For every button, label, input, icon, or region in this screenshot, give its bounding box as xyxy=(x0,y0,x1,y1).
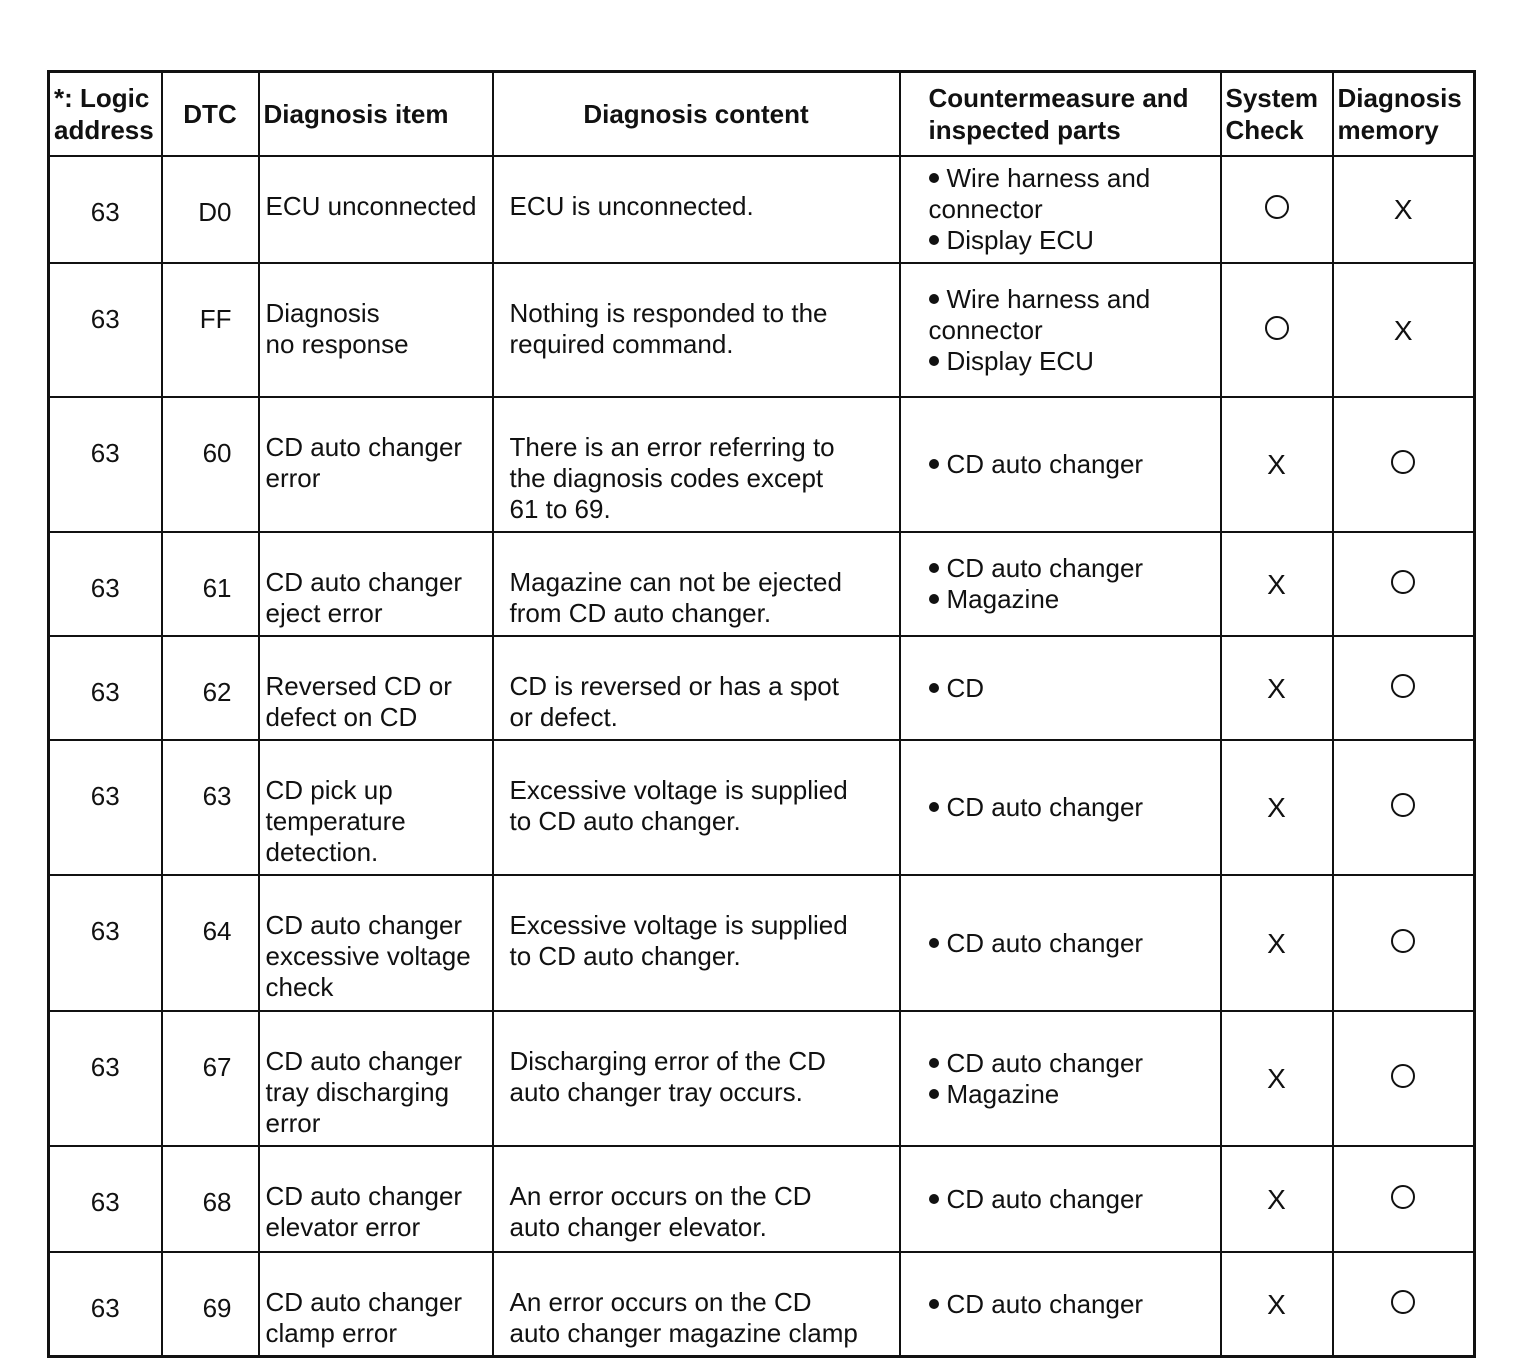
diagnosis-content-cell-text: Nothing is responded to the required command. xyxy=(509,298,828,359)
header-diagnosis-memory: Diagnosis memory xyxy=(1333,72,1475,157)
diagnosis-item-cell xyxy=(259,636,493,740)
countermeasure-item xyxy=(929,792,1214,823)
system-check-cell xyxy=(1221,397,1333,532)
bullet-icon xyxy=(929,938,939,948)
countermeasure-text: CD auto changer xyxy=(946,449,1144,479)
diagnosis-content-cell-text: ECU is unconnected. xyxy=(509,191,754,221)
diagnosis-item-cell xyxy=(259,1011,493,1146)
diagnosis-content-cell xyxy=(493,1252,900,1357)
bullet-icon xyxy=(929,1089,939,1099)
x-mark: X xyxy=(1267,672,1286,704)
header-diagnosis-content: Diagnosis content xyxy=(493,72,900,157)
header-dtc: DTC xyxy=(162,72,259,157)
countermeasure-text: CD auto changer xyxy=(946,1183,1144,1214)
x-mark: X xyxy=(1267,792,1286,823)
diagnosis-content-cell xyxy=(493,740,900,875)
diagnosis-memory-cell xyxy=(1333,1146,1475,1252)
logic-address-cell xyxy=(49,156,162,263)
table-row xyxy=(49,875,1475,1011)
diagnosis-item-cell xyxy=(259,1252,493,1357)
countermeasure-cell xyxy=(900,263,1221,397)
logic-address-cell-text: 63 xyxy=(90,573,120,603)
bullet-icon xyxy=(929,683,939,693)
x-mark: X xyxy=(1267,1183,1286,1215)
table-row xyxy=(49,740,1475,875)
table-row xyxy=(49,1011,1475,1146)
bullet-icon xyxy=(929,459,939,469)
logic-address-cell xyxy=(49,740,162,875)
countermeasure-text: CD xyxy=(946,672,985,703)
circle-mark-icon xyxy=(1391,674,1415,698)
diagnosis-memory-cell xyxy=(1333,875,1475,1011)
logic-address-cell-text: 63 xyxy=(90,677,120,707)
countermeasure-item xyxy=(929,1289,1214,1320)
system-check-cell xyxy=(1221,1252,1333,1357)
dtc-cell-text: 67 xyxy=(202,1052,232,1082)
diagnosis-item-cell-text: CD pick up temperature detection. xyxy=(265,775,406,867)
logic-address-cell xyxy=(49,397,162,532)
diagnosis-content-cell-text: Excessive voltage is supplied to CD auto changer. xyxy=(509,910,848,971)
table-row xyxy=(49,263,1475,397)
dtc-cell-text: D0 xyxy=(198,197,232,227)
table-row xyxy=(49,1252,1475,1357)
diagnosis-item-cell xyxy=(259,156,493,263)
diagnosis-memory-cell xyxy=(1333,740,1475,875)
diagnosis-content-cell-text: Discharging error of the CD auto changer tray occurs. xyxy=(509,1046,826,1107)
logic-address-cell-text: 63 xyxy=(90,304,120,334)
diagnosis-item-cell-text: CD auto changer elevator error xyxy=(265,1181,463,1242)
table-row xyxy=(49,532,1475,636)
countermeasure-cell xyxy=(900,1011,1221,1146)
diagnosis-content-cell xyxy=(493,636,900,740)
logic-address-cell-text: 63 xyxy=(90,197,120,227)
system-check-cell xyxy=(1221,1146,1333,1252)
system-check-cell xyxy=(1221,1011,1333,1146)
circle-mark-icon xyxy=(1391,1064,1415,1088)
logic-address-cell xyxy=(49,636,162,740)
countermeasure-text: CD auto changer xyxy=(946,553,1144,583)
logic-address-cell-text: 63 xyxy=(90,916,120,946)
diagnosis-memory-cell xyxy=(1333,397,1475,532)
x-mark: X xyxy=(1267,568,1286,600)
countermeasure-item xyxy=(929,163,1214,225)
circle-mark-icon xyxy=(1391,1290,1415,1314)
bullet-icon xyxy=(929,235,939,245)
diagnosis-content-cell-text: CD is reversed or has a spot or defect. xyxy=(509,671,839,732)
logic-address-cell-text: 63 xyxy=(90,1187,120,1217)
dtc-cell-text: 69 xyxy=(202,1293,232,1323)
diagnosis-content-cell-text: There is an error referring to the diagnosis codes except 61 to 69. xyxy=(509,432,835,524)
countermeasure-text: Display ECU xyxy=(946,345,1094,376)
bullet-icon xyxy=(929,1058,939,1068)
countermeasure-text: CD auto changer xyxy=(946,792,1144,822)
circle-mark-icon xyxy=(1391,1185,1415,1209)
countermeasure-item xyxy=(929,284,1214,346)
diagnosis-content-cell xyxy=(493,156,900,263)
diagnosis-item-cell-text: CD auto changer excessive voltage check xyxy=(265,910,471,1002)
countermeasure-item xyxy=(929,225,1214,256)
diagnosis-item-cell-text: CD auto changer tray discharging error xyxy=(265,1046,463,1138)
circle-mark-icon xyxy=(1391,450,1415,474)
diagnosis-content-cell xyxy=(493,263,900,397)
header-logic-address: *: Logic address xyxy=(49,72,162,157)
logic-address-cell xyxy=(49,1146,162,1252)
table-row xyxy=(49,1146,1475,1252)
countermeasure-item xyxy=(929,1079,1214,1110)
countermeasure-item xyxy=(929,1048,1214,1079)
diagnosis-memory-cell xyxy=(1333,1011,1475,1146)
system-check-cell xyxy=(1221,875,1333,1011)
countermeasure-text: Magazine xyxy=(946,1078,1060,1109)
table-row xyxy=(49,636,1475,740)
header-countermeasure: Countermeasure and inspected parts xyxy=(900,72,1221,157)
diagnosis-memory-cell xyxy=(1333,1252,1475,1357)
diagnosis-content-cell xyxy=(493,875,900,1011)
countermeasure-text: CD auto changer xyxy=(946,927,1144,958)
bullet-icon xyxy=(929,294,939,304)
countermeasure-text: Magazine xyxy=(946,584,1060,614)
dtc-cell-text: FF xyxy=(199,304,232,334)
logic-address-cell xyxy=(49,532,162,636)
diagnosis-content-cell-text: Magazine can not be ejected from CD auto changer. xyxy=(509,567,842,628)
header-diagnosis-item: Diagnosis item xyxy=(259,72,493,157)
circle-mark-icon xyxy=(1265,195,1289,219)
circle-mark-icon xyxy=(1391,570,1415,594)
countermeasure-item xyxy=(929,928,1214,959)
system-check-cell xyxy=(1221,263,1333,397)
diagnosis-memory-cell xyxy=(1333,263,1475,397)
countermeasure-cell xyxy=(900,875,1221,1011)
diagnosis-item-cell xyxy=(259,263,493,397)
countermeasure-cell xyxy=(900,1146,1221,1252)
dtc-cell-text: 62 xyxy=(202,677,232,707)
logic-address-cell xyxy=(49,263,162,397)
system-check-cell xyxy=(1221,740,1333,875)
bullet-icon xyxy=(929,173,939,183)
diagnosis-memory-cell xyxy=(1333,156,1475,263)
countermeasure-cell xyxy=(900,636,1221,740)
system-check-cell xyxy=(1221,156,1333,263)
dtc-cell xyxy=(162,740,259,875)
countermeasure-text: CD auto changer xyxy=(946,1047,1144,1078)
diagnosis-item-cell xyxy=(259,1146,493,1252)
diagnosis-item-cell-text: CD auto changer clamp error xyxy=(265,1287,463,1348)
x-mark: X xyxy=(1267,1288,1286,1320)
dtc-table xyxy=(47,70,1476,1358)
dtc-cell-text: 64 xyxy=(202,916,232,946)
dtc-cell xyxy=(162,397,259,532)
dtc-cell xyxy=(162,263,259,397)
dtc-cell xyxy=(162,532,259,636)
countermeasure-text: CD auto changer xyxy=(946,1288,1144,1319)
table-body xyxy=(49,156,1475,1357)
dtc-cell xyxy=(162,1146,259,1252)
dtc-cell-text: 63 xyxy=(202,781,232,811)
circle-mark-icon xyxy=(1391,793,1415,817)
diagnosis-item-cell-text: Diagnosis no response xyxy=(265,298,409,359)
dtc-cell xyxy=(162,156,259,263)
countermeasure-item xyxy=(929,1184,1214,1215)
diagnosis-content-cell-text: An error occurs on the CD auto changer magazine clamp xyxy=(509,1287,858,1348)
bullet-icon xyxy=(929,594,939,604)
logic-address-cell-text: 63 xyxy=(90,781,120,811)
countermeasure-text: Wire harness and connector xyxy=(928,163,1151,224)
diagnosis-memory-cell xyxy=(1333,636,1475,740)
logic-address-cell xyxy=(49,1011,162,1146)
countermeasure-cell xyxy=(900,1252,1221,1357)
countermeasure-item xyxy=(929,673,1214,704)
diagnosis-content-cell-text: An error occurs on the CD auto changer elevator. xyxy=(509,1181,812,1242)
diagnosis-item-cell-text: Reversed CD or defect on CD xyxy=(265,671,452,732)
countermeasure-item xyxy=(929,346,1214,377)
diagnosis-content-cell xyxy=(493,397,900,532)
logic-address-cell xyxy=(49,1252,162,1357)
dtc-cell xyxy=(162,875,259,1011)
diagnosis-memory-cell xyxy=(1333,532,1475,636)
countermeasure-cell xyxy=(900,397,1221,532)
circle-mark-icon xyxy=(1265,316,1289,340)
countermeasure-cell xyxy=(900,740,1221,875)
diagnosis-item-cell-text: ECU unconnected xyxy=(265,191,477,221)
dtc-cell-text: 61 xyxy=(202,573,232,603)
x-mark: X xyxy=(1393,314,1413,346)
diagnosis-content-cell-text: Excessive voltage is supplied to CD auto changer. xyxy=(509,775,848,836)
logic-address-cell-text: 63 xyxy=(90,438,120,468)
diagnosis-item-cell xyxy=(259,740,493,875)
countermeasure-cell xyxy=(900,532,1221,636)
dtc-cell xyxy=(162,636,259,740)
countermeasure-item xyxy=(929,449,1214,480)
diagnosis-content-cell xyxy=(493,1146,900,1252)
countermeasure-text: Display ECU xyxy=(946,225,1094,255)
diagnosis-item-cell-text: CD auto changer eject error xyxy=(265,567,463,628)
diagnosis-item-cell-text: CD auto changer error xyxy=(265,432,463,493)
bullet-icon xyxy=(929,356,939,366)
x-mark: X xyxy=(1267,449,1286,480)
diagnosis-item-cell xyxy=(259,532,493,636)
table-row xyxy=(49,156,1475,263)
header-row xyxy=(49,72,1475,157)
diagnosis-item-cell xyxy=(259,397,493,532)
dtc-cell xyxy=(162,1252,259,1357)
dtc-cell-text: 60 xyxy=(202,438,232,468)
countermeasure-text: Wire harness and connector xyxy=(928,283,1151,345)
system-check-cell xyxy=(1221,636,1333,740)
dtc-cell-text: 68 xyxy=(202,1187,232,1217)
logic-address-cell-text: 63 xyxy=(90,1052,120,1082)
circle-mark-icon xyxy=(1391,929,1415,953)
diagnosis-content-cell xyxy=(493,532,900,636)
table-row xyxy=(49,397,1475,532)
dtc-table-sheet xyxy=(47,70,1473,1358)
diagnosis-item-cell xyxy=(259,875,493,1011)
countermeasure-item xyxy=(929,553,1214,584)
bullet-icon xyxy=(929,1299,939,1309)
bullet-icon xyxy=(929,563,939,573)
dtc-cell xyxy=(162,1011,259,1146)
bullet-icon xyxy=(929,802,939,812)
countermeasure-cell xyxy=(900,156,1221,263)
bullet-icon xyxy=(929,1194,939,1204)
x-mark: X xyxy=(1267,1063,1286,1094)
logic-address-cell-text: 63 xyxy=(90,1293,120,1323)
header-system-check: System Check xyxy=(1221,72,1333,157)
diagnosis-content-cell xyxy=(493,1011,900,1146)
logic-address-cell xyxy=(49,875,162,1011)
countermeasure-item xyxy=(929,584,1214,615)
system-check-cell xyxy=(1221,532,1333,636)
x-mark: X xyxy=(1393,194,1413,225)
x-mark: X xyxy=(1267,927,1286,959)
